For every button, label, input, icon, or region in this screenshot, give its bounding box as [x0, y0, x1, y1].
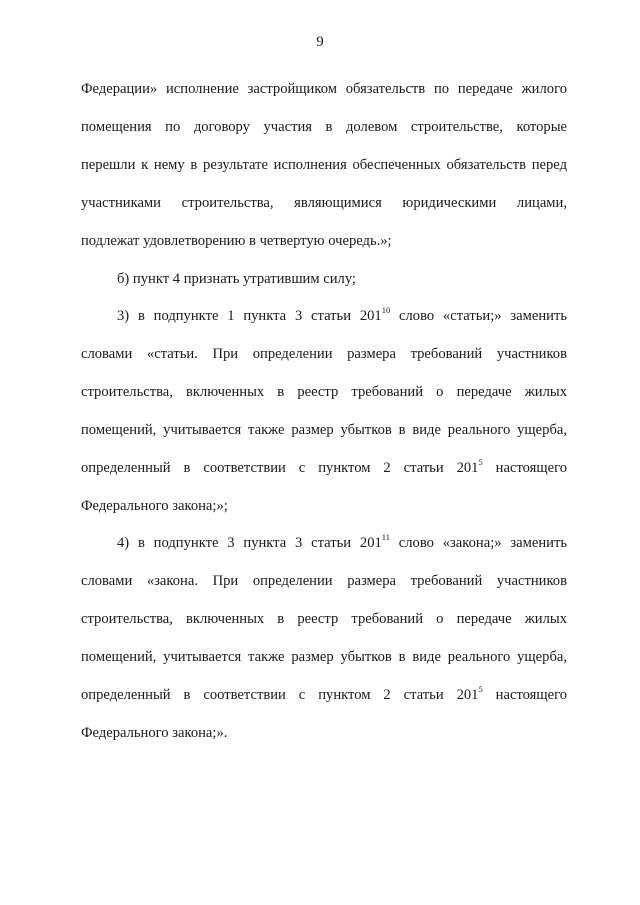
text-line: словами «статьи. При определении размера требований участников [81, 346, 567, 362]
text-line: строительства, включенных в реестр требований о передаче жилых [81, 384, 567, 400]
item-3-line-1: 3) в подпункте 1 пункта 3 статьи $201^{10}$ слово «статьи;» заменить [117, 305, 567, 324]
text-line: Федерации» исполнение застройщиком обязательств по передаче жилого [81, 81, 567, 97]
superscript: 10 [381, 305, 391, 315]
text-line: б) пункт 4 признать утратившим силу; [117, 271, 356, 287]
text-line: Федерального закона;». [81, 725, 228, 741]
item-4-line-1: 4) в подпункте 3 пункта 3 статьи $201^{11}$ слово «закона;» заменить [117, 532, 567, 551]
text-line: строительства, включенных в реестр требований о передаче жилых [81, 611, 567, 627]
text-line: помещения по договору участия в долевом строительстве, которые [81, 119, 567, 135]
superscript: 5 [478, 684, 483, 694]
text-line: помещений, учитывается также размер убытков в виде реального ущерба, [81, 649, 567, 665]
text-line: словами «закона. При определении размера требований участников [81, 573, 567, 589]
superscript: 11 [381, 532, 390, 542]
superscript: 5 [478, 457, 483, 467]
item-3-line-5: определенный в соответствии с пунктом 2 статьи $201^5$ настоящего [81, 457, 567, 476]
text-line: Федерального закона;»; [81, 498, 228, 514]
text-line: перешли к нему в результате исполнения обеспеченных обязательств перед [81, 157, 567, 173]
text-line: подлежат удовлетворению в четвертую очередь.»; [81, 233, 392, 249]
item-4-line-5: определенный в соответствии с пунктом 2 статьи $201^5$ настоящего [81, 684, 567, 703]
page-number: 9 [316, 34, 324, 50]
text-line: участниками строительства, являющимися юридическими лицами, [81, 195, 567, 211]
text-line: помещений, учитывается также размер убытков в виде реального ущерба, [81, 422, 567, 438]
